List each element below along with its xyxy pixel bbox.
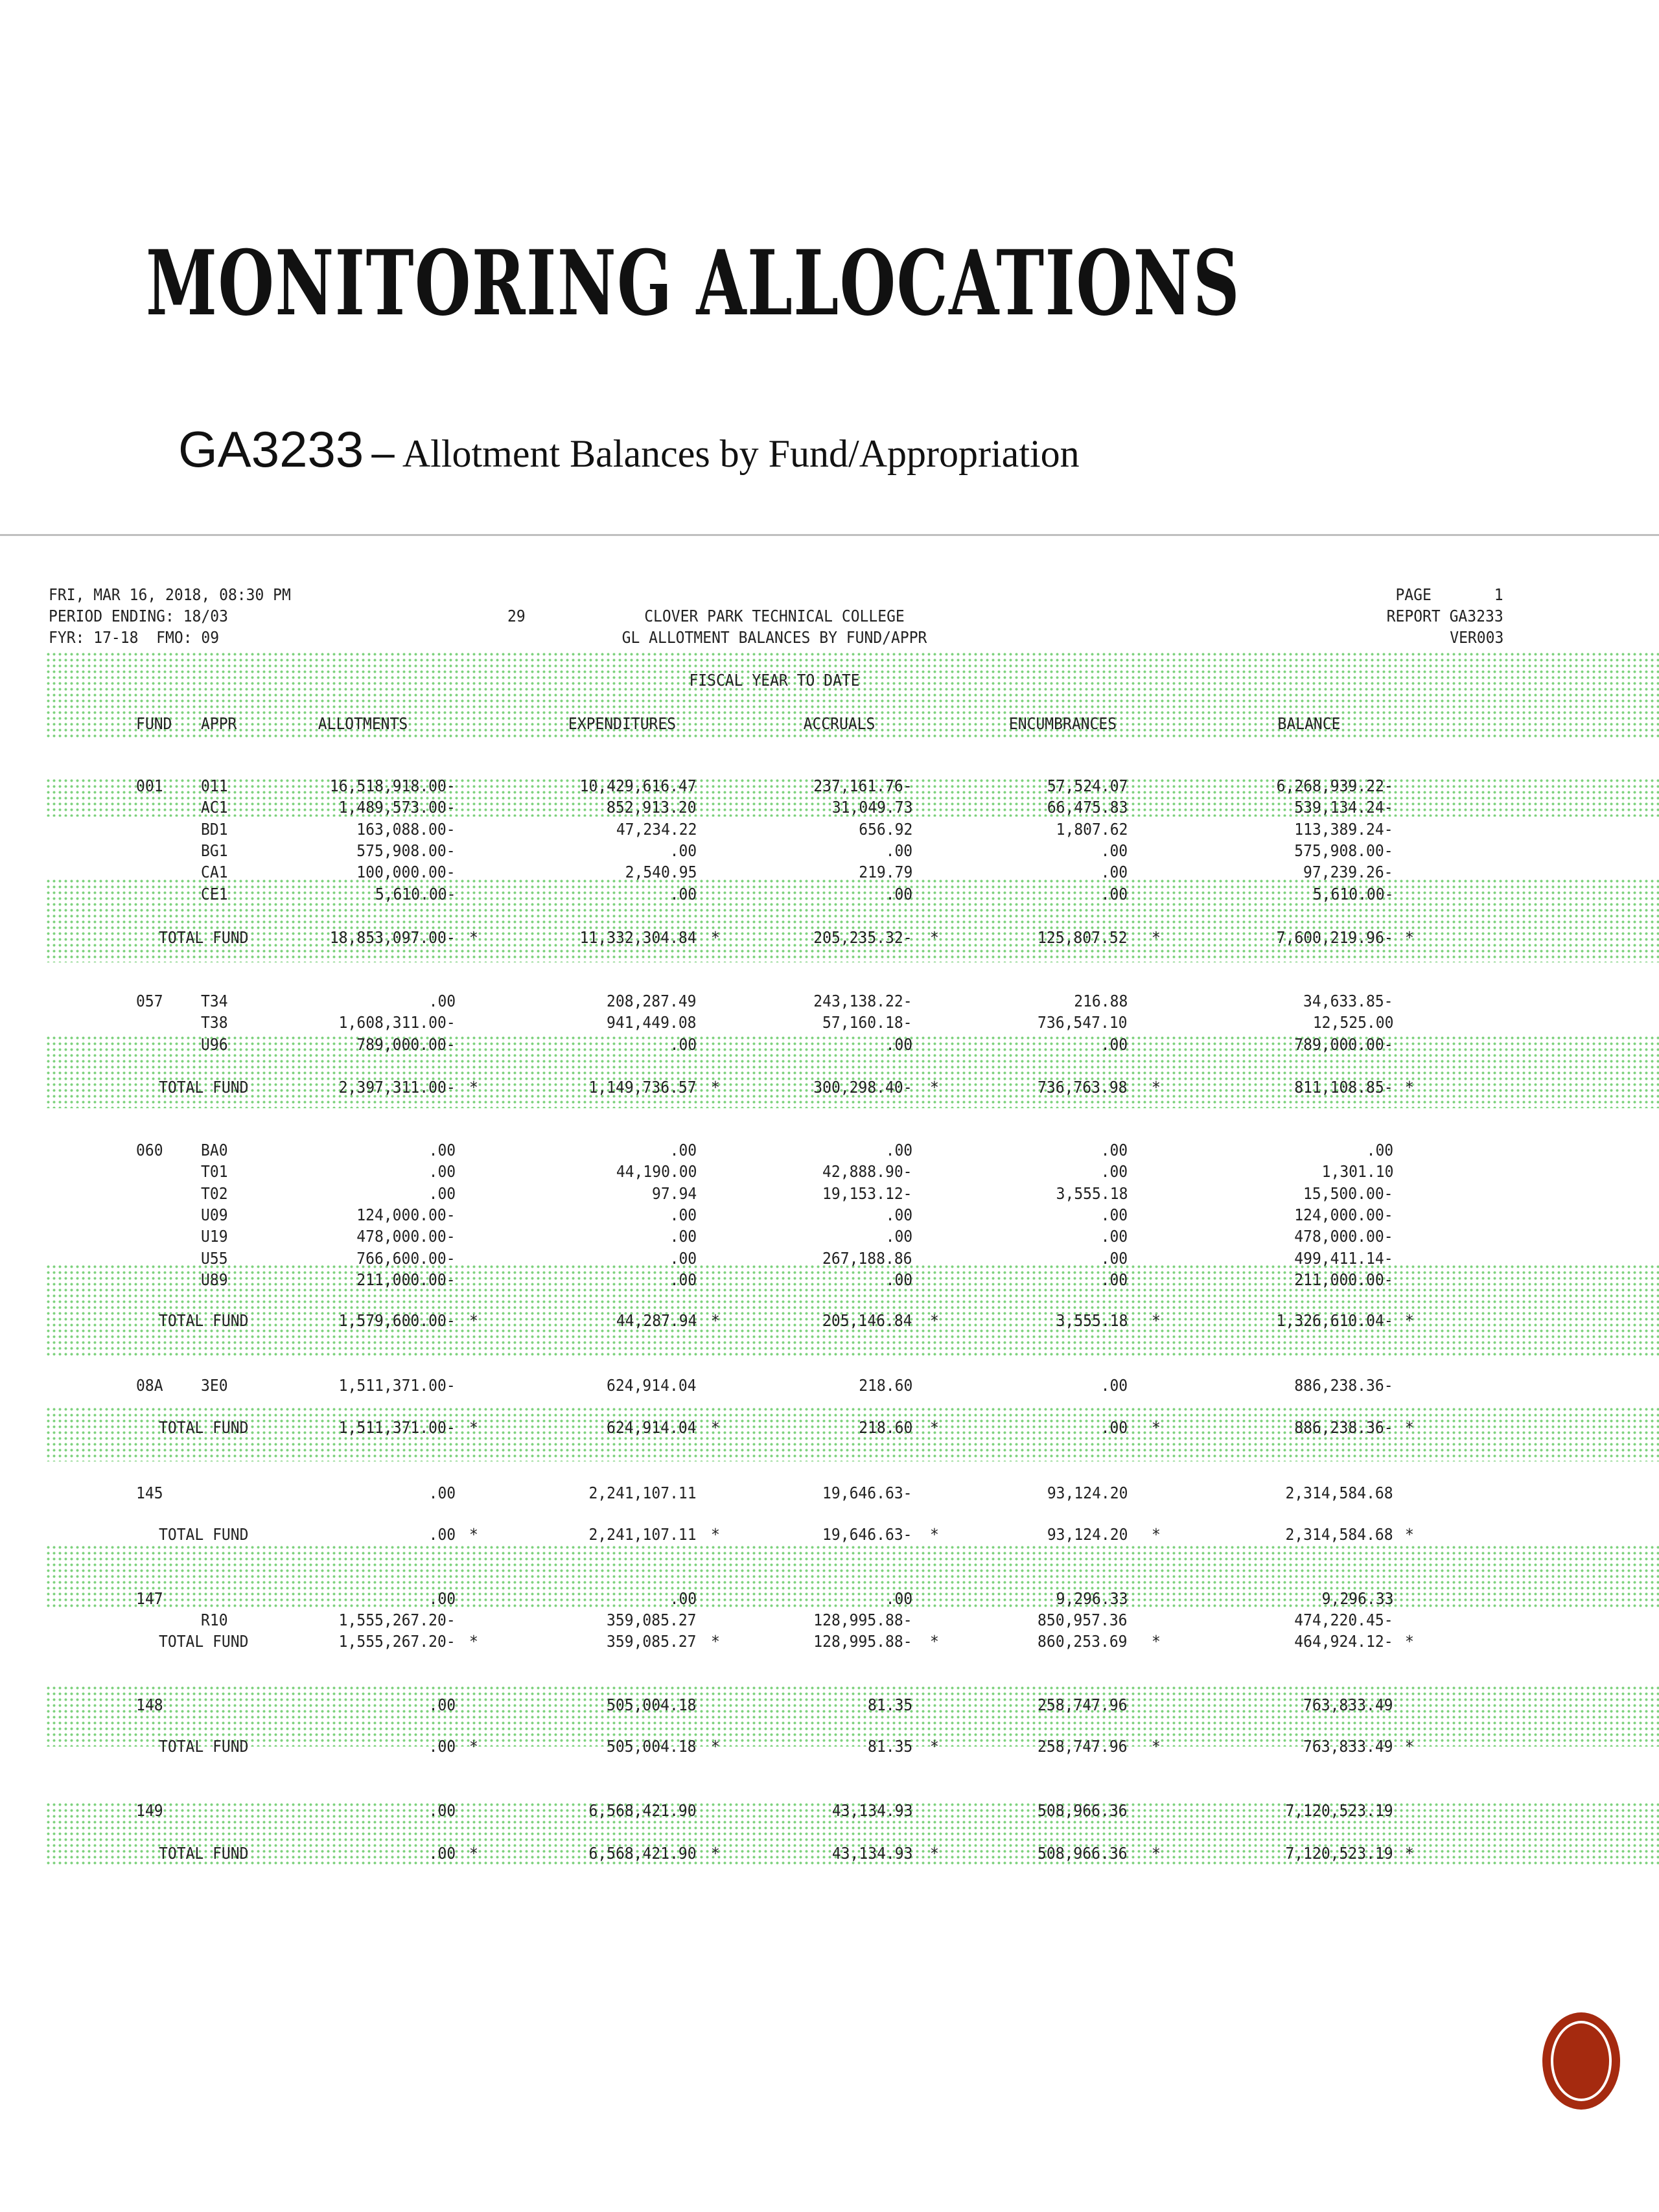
cell-bal: .00 xyxy=(1366,1141,1393,1159)
total-fund-label: TOTAL FUND xyxy=(159,1311,249,1330)
cell-bal: 1,301.10 xyxy=(1321,1162,1393,1182)
cell-exp: 941,449.08 xyxy=(607,1013,697,1032)
total-bal: 464,924.12- xyxy=(1294,1632,1393,1651)
total-allot: 1,579,600.00- xyxy=(338,1311,456,1330)
total-marker: * xyxy=(711,1418,720,1437)
appr-code: CA1 xyxy=(201,863,228,882)
cell-allot: 1,511,371.00- xyxy=(338,1376,456,1395)
report-header-center: CLOVER PARK TECHNICAL COLLEGE xyxy=(644,607,905,625)
total-acc: 205,146.84 xyxy=(822,1311,912,1330)
cell-allot: 163,088.00- xyxy=(356,819,456,839)
total-marker: * xyxy=(1405,1844,1414,1863)
cell-exp: .00 xyxy=(669,1589,697,1608)
cell-enc: 9,296.33 xyxy=(1056,1589,1128,1608)
appr-code: 3E0 xyxy=(201,1376,228,1395)
cell-enc: .00 xyxy=(1100,1227,1128,1246)
report-printout xyxy=(45,583,1659,1892)
cell-acc: 19,646.63- xyxy=(822,1484,912,1502)
cell-acc: .00 xyxy=(885,1589,912,1608)
cell-allot: .00 xyxy=(428,1589,456,1608)
cell-allot: 100,000.00- xyxy=(356,863,456,882)
cell-exp: 6,568,421.90 xyxy=(588,1801,697,1820)
report-header-right: REPORT GA3233 xyxy=(1386,607,1503,625)
cell-acc: 267,188.86 xyxy=(822,1248,912,1268)
cell-enc: .00 xyxy=(1100,1270,1128,1289)
total-exp: 2,241,107.11 xyxy=(588,1525,697,1544)
total-acc: 205,235.32- xyxy=(813,928,912,947)
cell-exp: 208,287.49 xyxy=(607,992,697,1010)
fund-code: 149 xyxy=(136,1801,163,1820)
total-marker: * xyxy=(1405,1525,1414,1544)
cell-bal: 113,389.24- xyxy=(1294,819,1393,839)
total-marker: * xyxy=(930,1844,939,1863)
total-marker: * xyxy=(1152,1311,1161,1330)
total-marker: * xyxy=(469,1525,478,1544)
appr-code: U55 xyxy=(201,1248,228,1268)
cell-allot: .00 xyxy=(428,1141,456,1159)
total-fund-label: TOTAL FUND xyxy=(159,1418,249,1437)
appr-code: CE1 xyxy=(201,884,228,903)
report-header-left: PERIOD ENDING: 18/03 xyxy=(49,607,228,625)
cell-acc: 31,049.73 xyxy=(831,798,912,817)
total-enc: 93,124.20 xyxy=(1047,1525,1128,1544)
cell-enc: 3,555.18 xyxy=(1056,1183,1128,1203)
cell-exp: .00 xyxy=(669,884,697,903)
report-header-left: FYR: 17-18 FMO: 09 xyxy=(49,628,220,647)
greenbar-band xyxy=(45,878,1659,962)
total-marker: * xyxy=(711,1737,720,1756)
total-acc: 81.35 xyxy=(867,1737,912,1756)
appr-code: U09 xyxy=(201,1205,228,1224)
total-bal: 763,833.49 xyxy=(1303,1737,1393,1756)
cell-exp: .00 xyxy=(669,1141,697,1159)
cell-allot: 1,555,267.20- xyxy=(338,1611,456,1630)
column-header: EXPENDITURES xyxy=(568,714,677,733)
appr-code: U89 xyxy=(201,1270,228,1289)
total-fund-label: TOTAL FUND xyxy=(159,1525,249,1544)
report-section-label: FISCAL YEAR TO DATE xyxy=(689,671,860,690)
total-exp: 505,004.18 xyxy=(607,1737,697,1756)
total-marker: * xyxy=(1405,1632,1414,1651)
column-header: FUND xyxy=(136,714,172,733)
total-marker: * xyxy=(1405,928,1414,947)
cell-allot: 1,489,573.00- xyxy=(338,798,456,817)
appr-code: R10 xyxy=(201,1611,228,1630)
cell-allot: .00 xyxy=(428,1183,456,1203)
cell-bal: 15,500.00- xyxy=(1303,1183,1393,1203)
cell-enc: 736,547.10 xyxy=(1038,1013,1128,1032)
cell-acc: 42,888.90- xyxy=(822,1162,912,1182)
report-header-left: FRI, MAR 16, 2018, 08:30 PM xyxy=(49,585,291,604)
cell-bal: 763,833.49 xyxy=(1303,1695,1393,1714)
total-fund-label: TOTAL FUND xyxy=(159,1737,249,1756)
total-allot: .00 xyxy=(428,1737,456,1756)
total-exp: 6,568,421.90 xyxy=(588,1844,697,1863)
total-exp: 44,287.94 xyxy=(616,1311,697,1330)
cell-allot: 124,000.00- xyxy=(356,1205,456,1224)
cell-acc: 81.35 xyxy=(867,1695,912,1714)
fund-code: 060 xyxy=(136,1141,163,1159)
cell-exp: 624,914.04 xyxy=(607,1376,697,1395)
cell-bal: 886,238.36- xyxy=(1294,1376,1393,1395)
appr-code: U96 xyxy=(201,1034,228,1054)
cell-acc: .00 xyxy=(885,1141,912,1159)
cell-exp: 852,913.20 xyxy=(607,798,697,817)
cell-enc: .00 xyxy=(1100,1141,1128,1159)
cell-enc: .00 xyxy=(1100,1248,1128,1268)
total-marker: * xyxy=(469,1737,478,1756)
total-allot: 18,853,097.00- xyxy=(330,928,456,947)
cell-enc: 216.88 xyxy=(1073,992,1128,1010)
cell-acc: .00 xyxy=(885,1205,912,1224)
total-allot: 2,397,311.00- xyxy=(338,1078,456,1097)
cell-acc: 219.79 xyxy=(858,863,912,882)
cell-enc: .00 xyxy=(1100,863,1128,882)
cell-enc: 1,807.62 xyxy=(1056,819,1128,839)
cell-allot: 5,610.00- xyxy=(375,884,456,903)
total-marker: * xyxy=(1405,1737,1414,1756)
cell-exp: .00 xyxy=(669,1205,697,1224)
total-marker: * xyxy=(930,1632,939,1651)
total-acc: 218.60 xyxy=(858,1418,912,1437)
total-marker: * xyxy=(711,1078,720,1097)
cell-allot: 575,908.00- xyxy=(356,841,456,860)
total-marker: * xyxy=(469,1418,478,1437)
report-header-center: GL ALLOTMENT BALANCES BY FUND/APPR xyxy=(621,628,927,647)
total-bal: 886,238.36- xyxy=(1294,1418,1393,1437)
report-code: GA3233 xyxy=(178,421,364,478)
cell-exp: 505,004.18 xyxy=(607,1695,697,1714)
greenbar-band xyxy=(45,1685,1659,1747)
total-allot: .00 xyxy=(428,1844,456,1863)
cell-exp: 359,085.27 xyxy=(607,1611,697,1630)
cell-bal: 5,610.00- xyxy=(1312,884,1393,903)
cell-bal: 9,296.33 xyxy=(1321,1589,1393,1608)
total-marker: * xyxy=(930,1078,939,1097)
appr-code: BG1 xyxy=(201,841,228,860)
cell-bal: 478,000.00- xyxy=(1294,1227,1393,1246)
total-acc: 19,646.63- xyxy=(822,1525,912,1544)
total-marker: * xyxy=(469,928,478,947)
fund-code: 001 xyxy=(136,776,163,795)
cell-enc: .00 xyxy=(1100,1034,1128,1054)
cell-acc: 243,138.22- xyxy=(813,992,912,1010)
cell-enc: 508,966.36 xyxy=(1038,1801,1128,1820)
total-marker: * xyxy=(1152,1525,1161,1544)
total-marker: * xyxy=(1152,1844,1161,1863)
total-exp: 359,085.27 xyxy=(607,1632,697,1651)
appr-code: BA0 xyxy=(201,1141,228,1159)
total-acc: 300,298.40- xyxy=(813,1078,912,1097)
total-marker: * xyxy=(469,1632,478,1651)
cell-acc: .00 xyxy=(885,884,912,903)
total-marker: * xyxy=(711,1844,720,1863)
cell-enc: .00 xyxy=(1100,1162,1128,1182)
total-marker: * xyxy=(469,1078,478,1097)
appr-code: T02 xyxy=(201,1183,228,1203)
cell-acc: 43,134.93 xyxy=(831,1801,912,1820)
fund-code: 057 xyxy=(136,992,163,1010)
total-marker: * xyxy=(711,928,720,947)
cell-acc: 19,153.12- xyxy=(822,1183,912,1203)
total-marker: * xyxy=(930,1737,939,1756)
total-fund-label: TOTAL FUND xyxy=(159,928,249,947)
total-exp: 1,149,736.57 xyxy=(588,1078,697,1097)
cell-exp: .00 xyxy=(669,841,697,860)
cell-acc: .00 xyxy=(885,1034,912,1054)
total-enc: 125,807.52 xyxy=(1038,928,1128,947)
total-exp: 11,332,304.84 xyxy=(579,928,697,947)
cell-exp: 10,429,616.47 xyxy=(579,776,697,795)
appr-code: AC1 xyxy=(201,798,228,817)
greenbar-band xyxy=(45,1544,1659,1607)
total-exp: 624,914.04 xyxy=(607,1418,697,1437)
cell-allot: 16,518,918.00- xyxy=(330,776,456,795)
total-marker: * xyxy=(930,1311,939,1330)
cell-exp: 97.94 xyxy=(651,1183,697,1203)
appr-code: 011 xyxy=(201,776,228,795)
appr-code: U19 xyxy=(201,1227,228,1246)
cell-allot: .00 xyxy=(428,1162,456,1182)
total-marker: * xyxy=(1405,1078,1414,1097)
fund-code: 147 xyxy=(136,1589,163,1608)
total-acc: 43,134.93 xyxy=(831,1844,912,1863)
total-fund-label: TOTAL FUND xyxy=(159,1078,249,1097)
cell-bal: 539,134.24- xyxy=(1294,798,1393,817)
cell-acc: 57,160.18- xyxy=(822,1013,912,1032)
total-marker: * xyxy=(930,1418,939,1437)
total-marker: * xyxy=(1152,928,1161,947)
cell-bal: 97,239.26- xyxy=(1303,863,1393,882)
cell-bal: 12,525.00 xyxy=(1312,1013,1393,1032)
cell-allot: 478,000.00- xyxy=(356,1227,456,1246)
cell-acc: .00 xyxy=(885,1227,912,1246)
appr-code: T38 xyxy=(201,1013,228,1032)
cell-acc: .00 xyxy=(885,841,912,860)
total-marker: * xyxy=(1152,1737,1161,1756)
total-marker: * xyxy=(930,928,939,947)
cell-allot: 789,000.00- xyxy=(356,1034,456,1054)
cell-bal: 499,411.14- xyxy=(1294,1248,1393,1268)
cell-bal: 6,268,939.22- xyxy=(1276,776,1393,795)
total-enc: .00 xyxy=(1100,1418,1128,1437)
cell-enc: 57,524.07 xyxy=(1047,776,1128,795)
cell-bal: 789,000.00- xyxy=(1294,1034,1393,1054)
cell-enc: .00 xyxy=(1100,884,1128,903)
cell-exp: 2,241,107.11 xyxy=(588,1484,697,1502)
total-enc: 736,763.98 xyxy=(1038,1078,1128,1097)
total-bal: 7,600,219.96- xyxy=(1276,928,1393,947)
cell-exp: 44,190.00 xyxy=(616,1162,697,1182)
total-allot: 1,511,371.00- xyxy=(338,1418,456,1437)
cell-enc: 93,124.20 xyxy=(1047,1484,1128,1502)
cell-exp: .00 xyxy=(669,1227,697,1246)
column-header: BALANCE xyxy=(1277,714,1341,733)
total-enc: 3,555.18 xyxy=(1056,1311,1128,1330)
slide-badge-icon xyxy=(1546,2016,1617,2106)
cell-bal: 34,633.85- xyxy=(1303,992,1393,1010)
cell-allot: .00 xyxy=(428,1801,456,1820)
total-allot: 1,555,267.20- xyxy=(338,1632,456,1651)
total-marker: * xyxy=(469,1311,478,1330)
cell-acc: 656.92 xyxy=(858,819,912,839)
slide-subtitle xyxy=(178,420,1080,479)
cell-bal: 2,314,584.68 xyxy=(1285,1484,1393,1502)
total-marker: * xyxy=(1405,1311,1414,1330)
cell-allot: 1,608,311.00- xyxy=(338,1013,456,1032)
cell-exp: .00 xyxy=(669,1034,697,1054)
cell-allot: 211,000.00- xyxy=(356,1270,456,1289)
total-enc: 508,966.36 xyxy=(1038,1844,1128,1863)
cell-enc: 258,747.96 xyxy=(1038,1695,1128,1714)
column-header: APPR xyxy=(201,714,237,733)
title-divider xyxy=(0,534,1659,536)
total-marker: * xyxy=(930,1525,939,1544)
total-marker: * xyxy=(711,1311,720,1330)
cell-bal: 211,000.00- xyxy=(1294,1270,1393,1289)
appr-code: T34 xyxy=(201,992,228,1010)
cell-bal: 7,120,523.19 xyxy=(1285,1801,1393,1820)
cell-allot: .00 xyxy=(428,1695,456,1714)
cell-acc: .00 xyxy=(885,1270,912,1289)
cell-enc: .00 xyxy=(1100,841,1128,860)
total-marker: * xyxy=(1152,1632,1161,1651)
subtitle-dash: – xyxy=(371,429,395,476)
total-bal: 7,120,523.19 xyxy=(1285,1844,1393,1863)
cell-exp: .00 xyxy=(669,1248,697,1268)
total-marker: * xyxy=(469,1844,478,1863)
report-header-number: 29 xyxy=(507,607,526,625)
appr-code: BD1 xyxy=(201,819,228,839)
report-header-right: PAGE 1 xyxy=(1395,585,1503,604)
total-marker: * xyxy=(711,1632,720,1651)
total-bal: 2,314,584.68 xyxy=(1285,1525,1393,1544)
cell-exp: .00 xyxy=(669,1270,697,1289)
greenbar-band xyxy=(45,1406,1659,1461)
cell-bal: 124,000.00- xyxy=(1294,1205,1393,1224)
report-description: Allotment Balances by Fund/Appropriation xyxy=(402,432,1080,475)
cell-allot: .00 xyxy=(428,992,456,1010)
total-allot: .00 xyxy=(428,1525,456,1544)
cell-enc: .00 xyxy=(1100,1376,1128,1395)
total-enc: 860,253.69 xyxy=(1038,1632,1128,1651)
cell-acc: 128,995.88- xyxy=(813,1611,912,1630)
total-fund-label: TOTAL FUND xyxy=(159,1632,249,1651)
total-acc: 128,995.88- xyxy=(813,1632,912,1651)
cell-exp: 47,234.22 xyxy=(616,819,697,839)
total-marker: * xyxy=(1152,1418,1161,1437)
total-bal: 811,108.85- xyxy=(1294,1078,1393,1097)
column-header: ALLOTMENTS xyxy=(318,714,408,733)
cell-acc: 237,161.76- xyxy=(813,776,912,795)
fund-code: 145 xyxy=(136,1484,163,1502)
total-marker: * xyxy=(1405,1418,1414,1437)
column-header: ACCRUALS xyxy=(803,714,876,733)
cell-allot: .00 xyxy=(428,1484,456,1502)
column-header: ENCUMBRANCES xyxy=(1008,714,1117,733)
total-bal: 1,326,610.04- xyxy=(1276,1311,1393,1330)
total-fund-label: TOTAL FUND xyxy=(159,1844,249,1863)
cell-bal: 575,908.00- xyxy=(1294,841,1393,860)
cell-exp: 2,540.95 xyxy=(625,863,697,882)
cell-allot: 766,600.00- xyxy=(356,1248,456,1268)
report-header-right: VER003 xyxy=(1449,628,1503,647)
slide-title: MONITORING ALLOCATIONS xyxy=(146,230,1240,336)
cell-acc: 218.60 xyxy=(858,1376,912,1395)
cell-enc: 66,475.83 xyxy=(1047,798,1128,817)
cell-bal: 474,220.45- xyxy=(1294,1611,1393,1630)
total-marker: * xyxy=(711,1525,720,1544)
total-enc: 258,747.96 xyxy=(1038,1737,1128,1756)
total-marker: * xyxy=(1152,1078,1161,1097)
fund-code: 148 xyxy=(136,1695,163,1714)
appr-code: T01 xyxy=(201,1162,228,1182)
cell-enc: .00 xyxy=(1100,1205,1128,1224)
fund-code: 08A xyxy=(136,1376,163,1395)
cell-enc: 850,957.36 xyxy=(1038,1611,1128,1630)
